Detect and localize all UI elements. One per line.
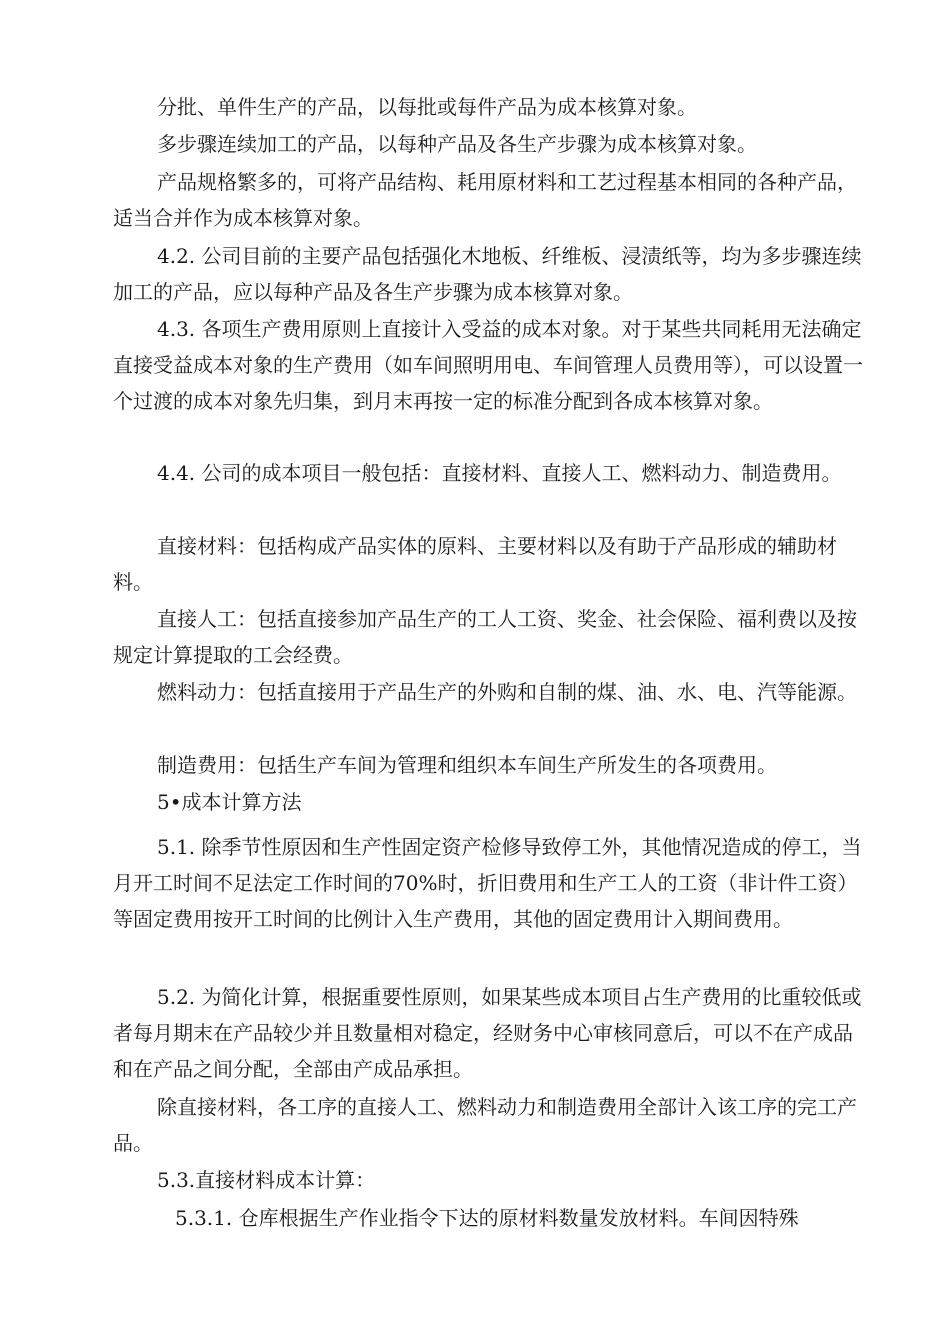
paragraph-many-specs: 产品规格繁多的，可将产品结构、耗用原材料和工艺过程基本相同的各种产品，适当合并作为成本核算对象。 <box>113 170 857 230</box>
paragraph-multistep-products: 多步骤连续加工的产品，以每种产品及各生产步骤为成本核算对象。 <box>157 132 757 156</box>
paragraph-5-3: 5.3.直接材料成本计算： <box>157 1168 376 1192</box>
section-heading-5: 5•成本计算方法 <box>157 790 302 814</box>
paragraph-4-3: 4.3. 各项生产费用原则上直接计入受益的成本对象。对于某些共同耗用无法确定直接受益成本对象的生产费用（如车间照明用电、车间管理人员费用等），可以设置一个过渡的成本对象先归集，到月末再按一定的标准分配到各成本核算对象。 <box>113 317 863 413</box>
paragraph-direct-labor: 直接人工：包括直接参加产品生产的工人工资、奖金、社会保险、福利费以及按规定计算提取的工会经费。 <box>113 607 857 667</box>
paragraph-batch-products: 分批、单件生产的产品，以每批或每件产品为成本核算对象。 <box>157 95 697 119</box>
paragraph-5-2: 5.2. 为简化计算，根据重要性原则，如果某些成本项目占生产费用的比重较低或者每月期末在产品较少并且数量相对稳定，经财务中心审核同意后，可以不在产成品和在产品之间分配，全部由产成品承担。 <box>113 985 862 1081</box>
paragraph-except-direct-materials: 除直接材料，各工序的直接人工、燃料动力和制造费用全部计入该工序的完工产品。 <box>113 1095 857 1155</box>
paragraph-manufacturing-overhead: 制造费用：包括生产车间为管理和组织本车间生产所发生的各项费用。 <box>157 753 777 777</box>
paragraph-fuel-power: 燃料动力：包括直接用于产品生产的外购和自制的煤、油、水、电、汽等能源。 <box>157 680 857 704</box>
paragraph-direct-materials: 直接材料：包括构成产品实体的原料、主要材料以及有助于产品形成的辅助材料。 <box>113 534 837 594</box>
paragraph-5-3-1: 5.3.1. 仓库根据生产作业指令下达的原材料数量发放材料。车间因特殊 <box>175 1206 799 1230</box>
paragraph-4-4: 4.4. 公司的成本项目一般包括：直接材料、直接人工、燃料动力、制造费用。 <box>157 461 842 485</box>
paragraph-4-2: 4.2. 公司目前的主要产品包括强化木地板、纤维板、浸渍纸等，均为多步骤连续加工的产品，应以每种产品及各生产步骤为成本核算对象。 <box>113 244 862 304</box>
paragraph-5-1: 5.1. 除季节性原因和生产性固定资产检修导致停工外，其他情况造成的停工，当月开工时间不足法定工作时间的70%时，折旧费用和生产工人的工资（非计件工资）等固定费用按开工时间的比例计入生产费用，其他的固定费用计入期间费用。 <box>113 835 862 931</box>
